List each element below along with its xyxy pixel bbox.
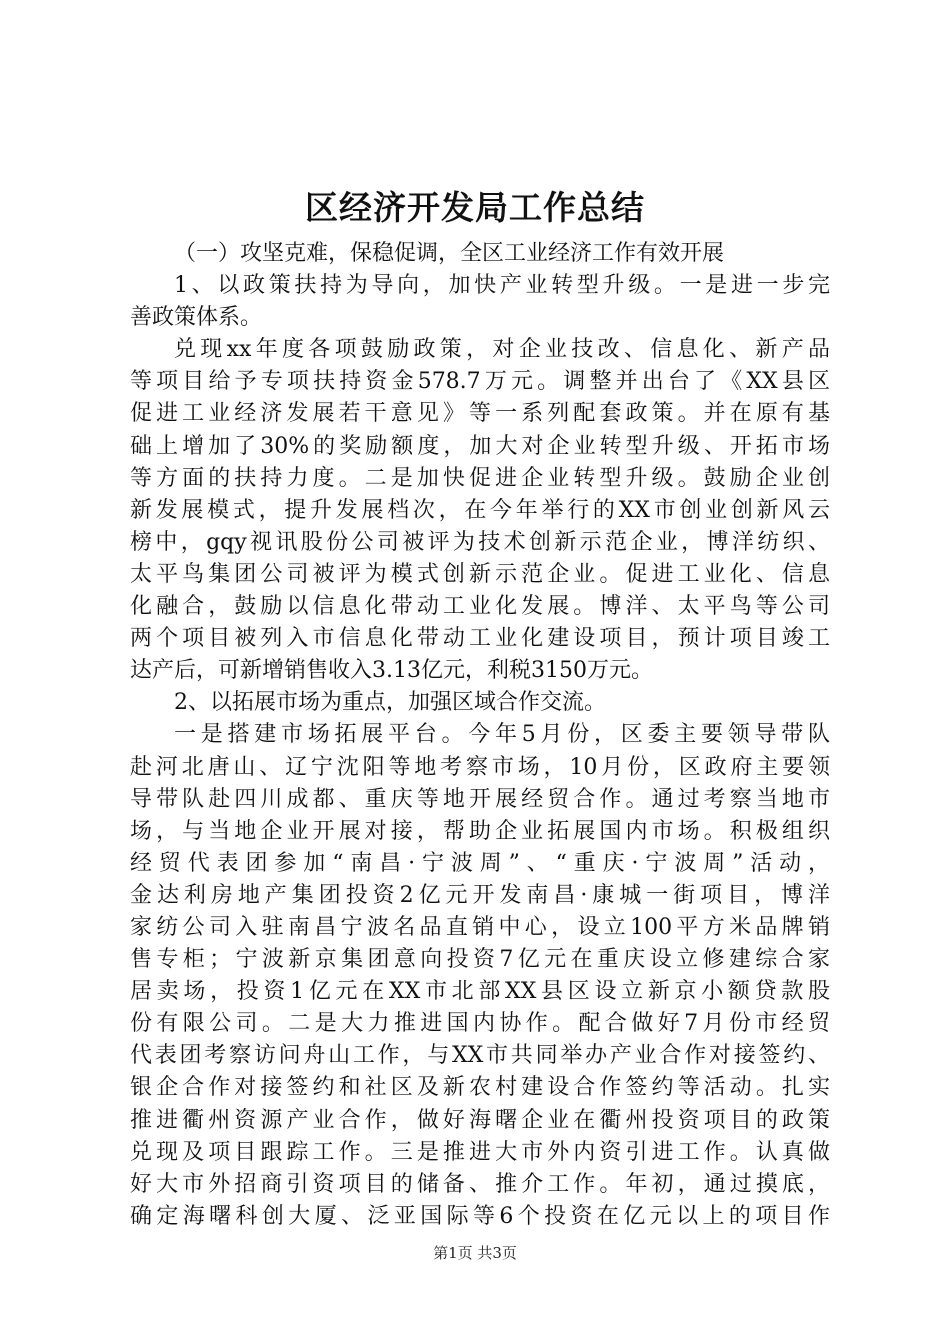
body-line: 份有限公司。二是大力推进国内协作。配合做好7月份市经贸 [130, 1011, 830, 1037]
body-line: 2、以拓展市场为重点，加强区域合作交流。 [174, 690, 606, 716]
document-title: 区经济开发局工作总结 [305, 188, 645, 227]
body-line: 化融合，鼓励以信息化带动工业化发展。博洋、太平鸟等公司 [130, 594, 830, 620]
body-line: 家纺公司入驻南昌宁波名品直销中心，设立100平方米品牌销 [130, 914, 830, 940]
body-line: 确定海曙科创大厦、泛亚国际等6个投资在亿元以上的项目作 [130, 1203, 830, 1229]
body-line: 新发展模式，提升发展档次，在今年举行的XX市创业创新风云 [130, 497, 830, 523]
body-line: 场，与当地企业开展对接，帮助企业拓展国内市场。积极组织 [130, 818, 830, 844]
body-line: 经贸代表团参加“南昌·宁波周”、“重庆·宁波周”活动， [130, 850, 830, 876]
body-line: 好大市外招商引资项目的储备、推介工作。年初，通过摸底， [130, 1171, 830, 1197]
body-line: 赴河北唐山、辽宁沈阳等地考察市场，10月份，区政府主要领 [130, 754, 830, 780]
body-line: （一）攻坚克难，保稳促调，全区工业经济工作有效开展 [174, 241, 725, 266]
body-line: 达产后，可新增销售收入3.13亿元，利税3150万元。 [130, 658, 653, 684]
body-line: 促进工业经济发展若干意见》等一系列配套政策。并在原有基 [130, 401, 830, 427]
body-line: 两个项目被列入市信息化带动工业化建设项目，预计项目竣工 [130, 626, 830, 652]
page-footer: 第1页 共3页 [433, 1244, 517, 1262]
body-line: 兑现xx年度各项鼓励政策，对企业技改、信息化、新产品 [174, 337, 830, 363]
body-line: 银企合作对接签约和社区及新农村建设合作签约等活动。扎实 [130, 1075, 830, 1101]
body-line: 榜中，gqy视讯股份公司被评为技术创新示范企业，博洋纺织、 [130, 529, 830, 555]
body-line: 推进衢州资源产业合作，做好海曙企业在衢州投资项目的政策 [130, 1107, 830, 1133]
body-line: 太平鸟集团公司被评为模式创新示范企业。促进工业化、信息 [130, 561, 830, 587]
body-line: 础上增加了30%的奖励额度，加大对企业转型升级、开拓市场 [130, 433, 830, 459]
body-line: 等方面的扶持力度。二是加快促进企业转型升级。鼓励企业创 [130, 465, 830, 491]
body-line: 善政策体系。 [130, 305, 263, 331]
body-line: 金达利房地产集团投资2亿元开发南昌·康城一街项目，博洋 [130, 882, 830, 908]
body-line: 导带队赴四川成都、重庆等地开展经贸合作。通过考察当地市 [130, 786, 830, 812]
body-line: 兑现及项目跟踪工作。三是推进大市外内资引进工作。认真做 [130, 1139, 830, 1165]
body-line: 售专柜；宁波新京集团意向投资7亿元在重庆设立修建综合家 [130, 947, 830, 973]
body-line: 代表团考察访问舟山工作，与XX市共同举办产业合作对接签约、 [130, 1043, 830, 1069]
body-line: 等项目给予专项扶持资金578.7万元。调整并出台了《XX县区 [130, 369, 830, 395]
body-line: 居卖场，投资1亿元在XX市北部XX县区设立新京小额贷款股 [130, 979, 830, 1005]
document-body [130, 238, 830, 1233]
body-line: 1、以政策扶持为导向，加快产业转型升级。一是进一步完 [174, 273, 830, 299]
body-line: 一是搭建市场拓展平台。今年5月份，区委主要领导带队 [174, 722, 830, 748]
